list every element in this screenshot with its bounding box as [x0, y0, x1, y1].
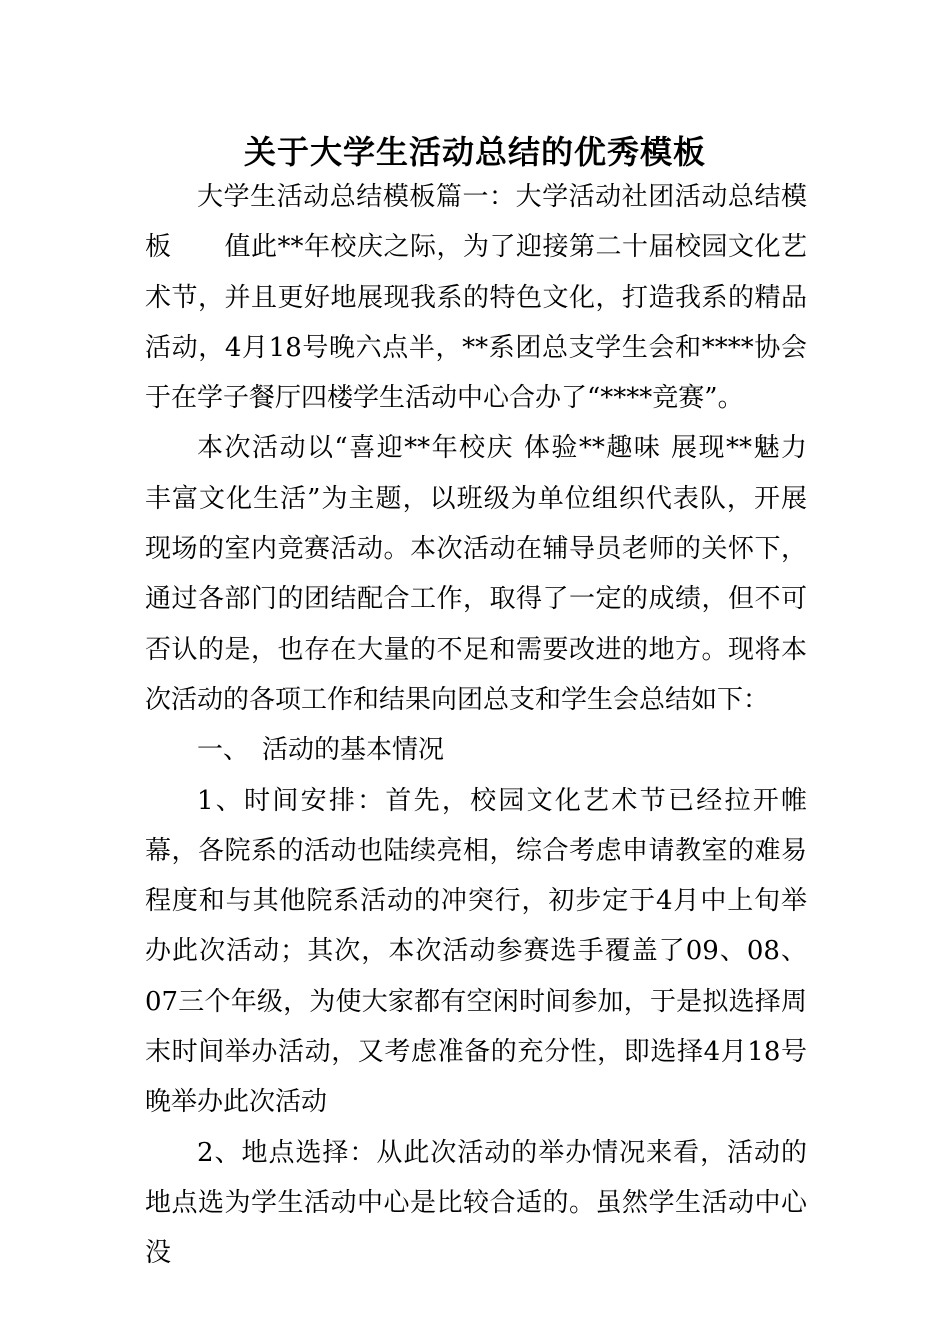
paragraph-intro: 大学生活动总结模板篇一：大学活动社团活动总结模板 值此**年校庆之际，为了迎接第二十届校园文化艺术节，并且更好地展现我系的特色文化，打造我系的精品活动，4月18号晚六点半，**系团总支学生会和****协会于在学子餐厅四楼学生活动中心合办了“****竞赛”。: [145, 182, 807, 414]
document-body: [145, 172, 816, 1279]
paragraph-theme: 本次活动以“喜迎**年校庆 体验**趣味 展现**魅力 丰富文化生活”为主题，以班级为单位组织代表队，开展现场的室内竞赛活动。本次活动在辅导员老师的关怀下，通过各部门的团结配合工作，取得了一定的成绩，但不可否认的是，也存在大量的不足和需要改进的地方。现将本次活动的各项工作和结果向团总支和学生会总结如下：: [145, 433, 816, 715]
document-title: 关于大学生活动总结的优秀模板: [243, 133, 706, 171]
paragraph-location-choice: 2、地点选择：从此次活动的举办情况来看，活动的地点选为学生活动中心是比较合适的。虽然学生活动中心没: [145, 1137, 807, 1269]
paragraph-time-arrangement: 1、时间安排：首先，校园文化艺术节已经拉开帷幕，各院系的活动也陆续亮相，综合考虑申请教室的难易程度和与其他院系活动的冲突行，初步定于4月中上旬举办此次活动；其次，本次活动参赛选手覆盖了09、08、07三个年级，为使大家都有空闲时间参加，于是拟选择周末时间举办活动，又考虑准备的充分性，即选择4月18号晚举办此次活动: [145, 785, 807, 1118]
section-heading-basic-info: 一、 活动的基本情况: [197, 735, 445, 766]
